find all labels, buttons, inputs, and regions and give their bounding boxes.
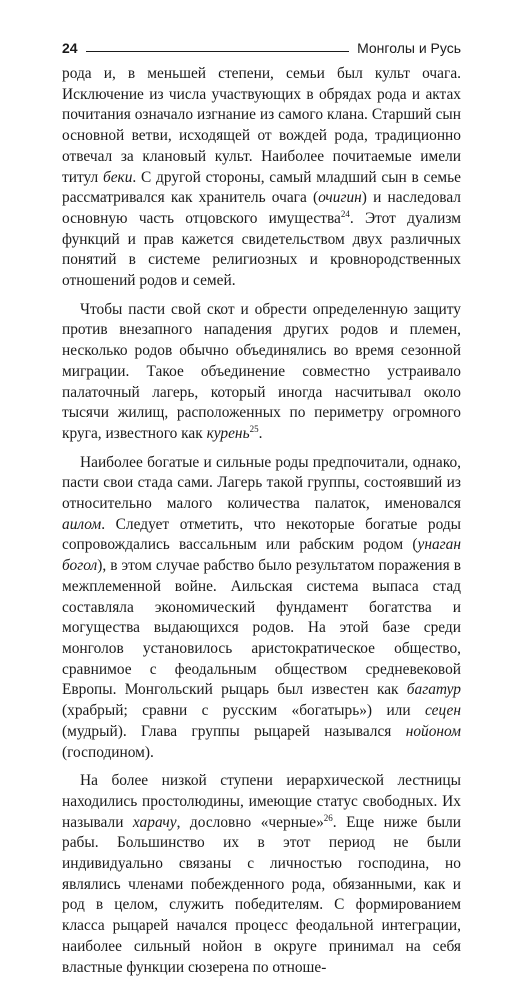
page-header xyxy=(62,34,461,56)
text-run: рода и, в меньшей степени, семьи был культ очага. Исключение из числа участвующих в обрядах рода и актах почитания означало изгнание из самого клана. Старший сын основной ветви, исходящей от вождей рода, традиционно отвечал за клановый культ. Наиболее почитаемые имели титул xyxy=(62,65,461,186)
text-run: . Следует отметить, что некоторые богатые роды сопровождались вассальным или рабским родом ( xyxy=(62,515,461,554)
running-title: Монголы и Русь xyxy=(357,40,461,56)
text-run: Наиболее богатые и сильные роды предпочитали, однако, пасти свои стада сами. Лагерь такой группы, состоявший из относительно малого количества палаток, именовался xyxy=(62,453,461,513)
term-noyon: нойоном xyxy=(405,722,461,740)
term-bagatur: багатур xyxy=(406,681,461,699)
term-kuren: курень xyxy=(206,424,250,442)
header-rule xyxy=(86,51,350,52)
term-unagan-bogol: унаган богол xyxy=(62,536,461,575)
paragraph-1 xyxy=(62,64,461,292)
term-ail: аилом xyxy=(62,515,102,533)
term-beki: беки xyxy=(102,168,133,186)
text-run: . Еще ниже были рабы. Большинство их в этот период не были индивидуально связаны с личностью господина, но являлись членами побежденного рода, обязанными, как и род в целом, служить победителям. С формированием класса рыцарей начался процесс феодальной интеграции, наиболее сильный нойон в округе принимал на себя властные функции сюзерена по отноше- xyxy=(62,813,461,976)
footnote-ref-26: 26 xyxy=(323,812,333,823)
body-text xyxy=(62,64,461,986)
text-run: На более низкой ступени иерархической лестницы находились простолюдины, имеющие статус свободных. Их называли xyxy=(62,772,461,831)
text-run: ), в этом случае рабство было результатом поражения в межплеменной войне. Аильская система выпаса стад составляла экономический фундамент богатства и могущества выдающихся родов. На этой базе среди монголов установилось аристократическое общество, сравнимое с феодальным обществом средневековой Европы. Монгольский рыцарь был известен как xyxy=(62,557,461,699)
paragraph-3 xyxy=(62,453,461,764)
text-run: Чтобы пасти свой скот и обрести определенную защиту против внезапного нападения других родов и племен, несколько родов обычно объединялись во время сезонной миграции. Такое объединение совместно устраивало палаточный лагерь, который иногда насчитывал около тысячи жилищ, расположенных по периметру огромного круга, известного как xyxy=(62,300,461,442)
text-run: . С другой стороны, самый младший сын в семье рассматривался как хранитель очага ( xyxy=(62,168,461,207)
text-run: ) и наследовал основную часть отцовского имущества xyxy=(62,189,461,227)
term-secen: сецен xyxy=(424,702,461,720)
text-run: , дословно «черные» xyxy=(176,813,324,831)
term-ochigin: очигин xyxy=(318,189,362,207)
term-kharachu: харачу xyxy=(132,813,177,831)
page-number: 24 xyxy=(62,40,78,56)
paragraph-2 xyxy=(62,300,461,445)
text-run: . xyxy=(258,424,263,442)
text-run: (господином). xyxy=(62,743,154,761)
text-run: . Этот дуализм функций и прав кажется свидетельством двух различных понятий в системе религиозных и кровнородственных отношений родов и семей. xyxy=(62,209,461,290)
footnote-ref-24: 24 xyxy=(340,208,350,219)
footnote-ref-25: 25 xyxy=(249,423,259,434)
paragraph-4 xyxy=(62,771,461,978)
text-run: (мудрый). Глава группы рыцарей назывался xyxy=(62,722,406,740)
text-run: (храбрый; сравни с русским «богатырь») или xyxy=(62,702,425,720)
